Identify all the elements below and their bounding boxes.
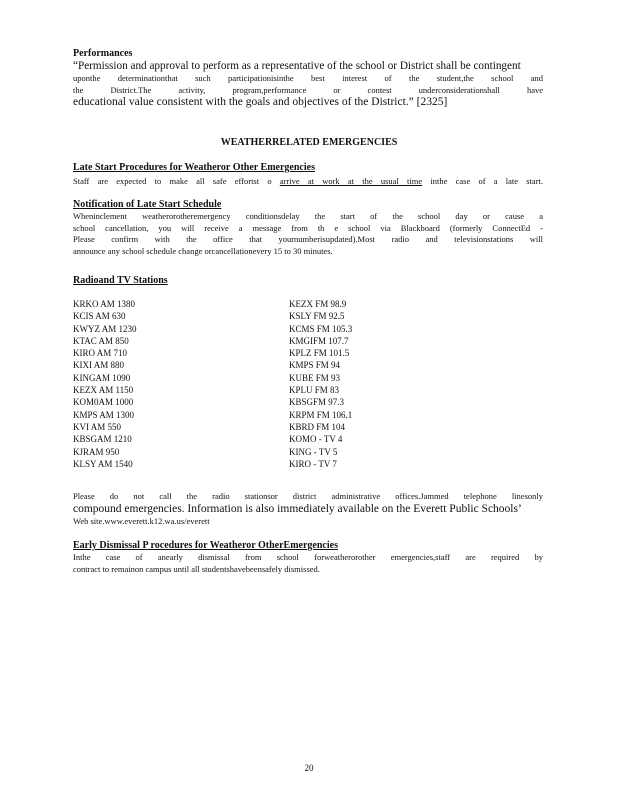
- performances-line-3: the District.The activity, program,performance or contest underconsiderationshall have: [73, 84, 543, 95]
- early-dismissal-line-2: contract to remainon campus until all studentshavebeensafely dismissed.: [73, 563, 320, 574]
- late-start-text-b: arrive at work at the usual time: [279, 176, 423, 186]
- early-dismissal-section: [73, 540, 543, 575]
- left-station-item: KCIS AM 630: [73, 311, 126, 322]
- left-station-item: KOM0AM 1000: [73, 397, 134, 408]
- right-station-item: KPLU FM 83: [289, 385, 340, 396]
- right-station-item: KIRO - TV 7: [289, 458, 337, 469]
- left-station-item: KIRO AM 710: [73, 348, 128, 359]
- late-start-text: [73, 176, 543, 188]
- please-call-section: [73, 491, 543, 527]
- stations-right-column: [289, 298, 489, 470]
- right-station-item: KUBE FM 93: [289, 372, 341, 383]
- left-station-item: KMPS AM 1300: [73, 409, 135, 420]
- notification-line-1: Wheninclement weatherorotheremergency conditionsdelay the start of the school day or cause a: [73, 211, 543, 221]
- page-number: 20: [304, 763, 314, 773]
- notification-heading: Notification of Late Start Schedule: [73, 199, 222, 210]
- weather-emergencies-title: WEATHERRELATED EMERGENCIES: [220, 137, 398, 148]
- stations-section: [73, 275, 543, 287]
- late-start-heading: Late Start Procedures for Weatheror Other Emergencies: [73, 162, 315, 173]
- left-station-item: KEZX AM 1150: [73, 385, 134, 396]
- please-call-line-3: Web site.www.everett.k12.wa.us/everett: [73, 515, 210, 526]
- right-station-item: KCMS FM 105.3: [289, 323, 353, 334]
- late-start-section: [73, 162, 543, 188]
- notification-line-3: Please confirm with the office that yournumberisupdated).Most radio and televisionstations will: [73, 234, 543, 244]
- left-station-item: KINGAM 1090: [73, 372, 131, 383]
- left-station-item: KBSGAM 1210: [73, 434, 132, 445]
- late-start-text-c: inthe case of a late start.: [430, 176, 544, 186]
- left-station-item: KRKO AM 1380: [73, 299, 136, 309]
- please-call-line-2: compound emergencies. Information is also immediately available on the Everett Public Schools’: [73, 502, 522, 515]
- late-start-text-a: Staff are expected to make all safe effortst o: [73, 176, 272, 186]
- right-station-item: KRPM FM 106.1: [289, 409, 353, 420]
- right-station-item: KING - TV 5: [289, 446, 338, 457]
- right-station-item: KPLZ FM 101.5: [289, 348, 350, 359]
- left-station-item: KJRAM 950: [73, 446, 120, 457]
- notification-line-2: school cancellation, you will receive a message from th e school via Blackboard (formerly ConnectEd -: [73, 222, 543, 233]
- notification-line-4: announce any school schedule change orcancellationevery 15 to 30 minutes.: [73, 245, 333, 256]
- left-station-item: KIXI AM 880: [73, 360, 124, 371]
- early-dismissal-line-1: Inthe case of anearly dismissal from school forweatherorother emergencies,staff are required by: [73, 552, 543, 562]
- right-station-item: KMPS FM 94: [289, 360, 341, 371]
- right-station-item: KSLY FM 92.5: [289, 311, 345, 322]
- early-dismissal-heading: Early Dismissal P rocedures for Weatheror OtherEmergencies: [73, 540, 338, 551]
- right-station-item: KBSGFM 97.3: [289, 397, 345, 408]
- performances-line-1: “Permission and approval to perform as a representative of the school or District shall be contingent: [73, 60, 521, 72]
- performances-line-4: educational value consistent with the goals and objectives of the District.” [2325]: [73, 96, 448, 108]
- please-call-line-1: Please do not call the radio stationsor district administrative offices.Jammed telephone linesonly: [73, 491, 543, 501]
- right-station-item: KBRD FM 104: [289, 421, 346, 432]
- left-station-item: KLSY AM 1540: [73, 458, 133, 469]
- stations-left-column: [73, 298, 273, 470]
- right-station-item: KOMO - TV 4: [289, 434, 343, 445]
- right-station-item: KMGIFM 107.7: [289, 335, 349, 346]
- left-station-item: KVI AM 550: [73, 421, 122, 432]
- right-station-item: KEZX FM 98.9: [289, 299, 347, 309]
- stations-heading: Radioand TV Stations: [73, 275, 168, 286]
- notification-section: [73, 199, 543, 257]
- performances-line-2: uponthe determinationthat such participationisinthe best interest of the student,the school and: [73, 73, 543, 83]
- performances-section: [73, 48, 543, 109]
- left-station-item: KWYZ AM 1230: [73, 323, 137, 334]
- performances-heading: Performances: [73, 48, 133, 59]
- left-station-item: KTAC AM 850: [73, 335, 129, 346]
